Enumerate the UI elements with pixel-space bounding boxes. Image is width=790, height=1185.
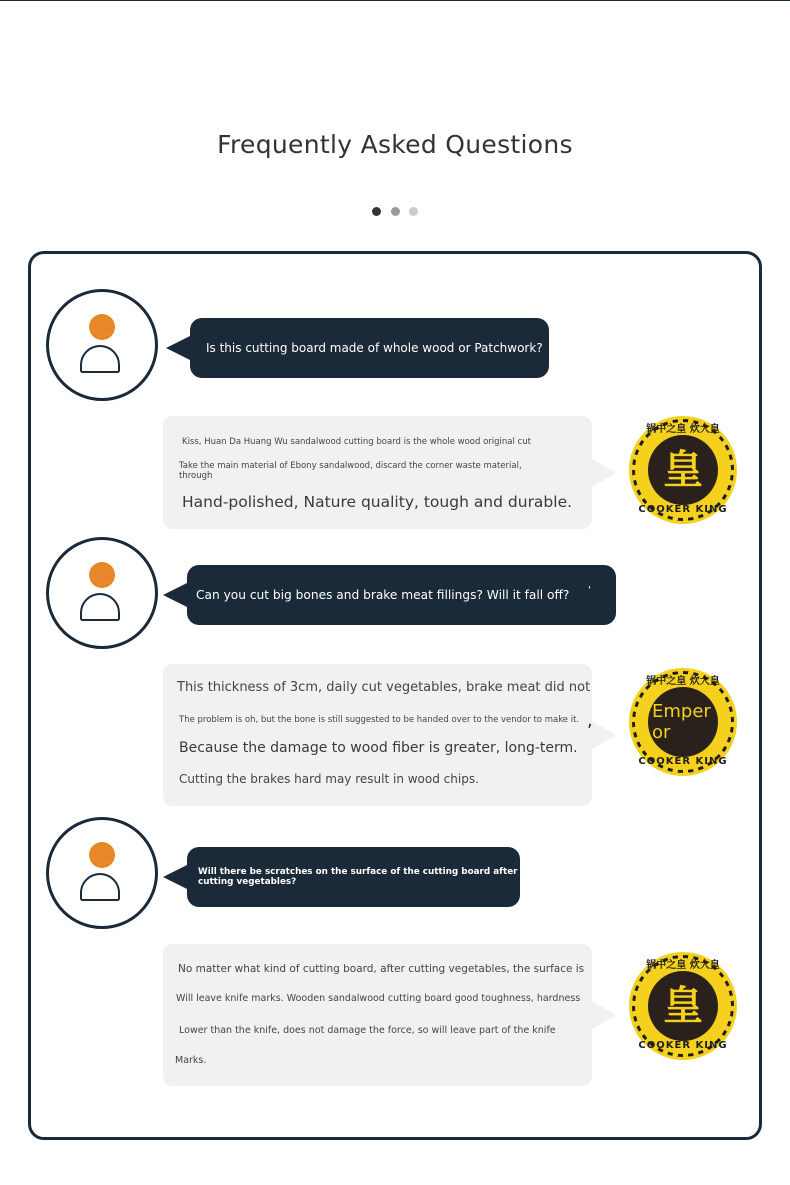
pager-dot-2[interactable] xyxy=(391,207,400,216)
question-text-1: Is this cutting board made of whole wood or Patchwork? xyxy=(206,341,543,355)
top-divider xyxy=(0,0,790,1)
avatar-head xyxy=(89,562,115,588)
question-bubble-1 xyxy=(190,318,549,378)
answer-2-line-1: This thickness of 3cm, daily cut vegetables, brake meat did not xyxy=(177,680,591,695)
answer-1-line-1: Kiss, Huan Da Huang Wu sandalwood cutting board is the whole wood original cut xyxy=(182,437,531,447)
user-avatar-icon xyxy=(46,289,158,401)
answer-3-line-1: No matter what kind of cutting board, after cutting vegetables, the surface is xyxy=(178,963,585,975)
question-3-line-1: Will there be scratches on the surface of the cutting board after xyxy=(198,867,518,877)
avatar-body xyxy=(80,593,120,621)
answer-1-line-2: Take the main material of Ebony sandalwood, discard the corner waste material, xyxy=(179,461,522,471)
avatar-head xyxy=(89,842,115,868)
question-3-line-2: cutting vegetables? xyxy=(198,877,297,887)
answer-2-mark: , xyxy=(587,710,593,731)
answer-3-line-2: Will leave knife marks. Wooden sandalwood cutting board good toughness, hardness xyxy=(176,993,581,1004)
cooker-king-logo-icon: 锅中之皇 炊大皇 Emper or COOKER KING xyxy=(629,668,737,776)
cooker-king-logo-icon: 锅中之皇 炊大皇 皇 COOKER KING xyxy=(629,952,737,1060)
answer-3-line-3: Lower than the knife, does not damage the force, so will leave part of the knife xyxy=(179,1025,556,1036)
avatar-body xyxy=(80,873,120,901)
faq-panel xyxy=(28,251,762,1140)
answer-bubble-1 xyxy=(163,416,592,529)
answer-2-line-3: Because the damage to wood fiber is greater, long-term. xyxy=(179,740,578,756)
cooker-king-logo-icon: 锅中之皇 炊大皇 皇 COOKER KING xyxy=(629,416,737,524)
answer-bubble-3 xyxy=(163,944,592,1086)
answer-1-line-3: through xyxy=(179,471,213,481)
page-title: Frequently Asked Questions xyxy=(217,130,573,159)
answer-2-line-2: The problem is oh, but the bone is still suggested to be handed over to the vendor to make it. xyxy=(179,715,580,725)
pager-dot-1[interactable] xyxy=(372,207,381,216)
user-avatar-icon xyxy=(46,537,158,649)
pager-dot-3[interactable] xyxy=(409,207,418,216)
question-bubble-2 xyxy=(187,565,616,625)
question-text-2: Can you cut big bones and brake meat fillings? Will it fall off? xyxy=(196,588,570,602)
answer-3-line-4: Marks. xyxy=(175,1055,207,1066)
answer-2-line-4: Cutting the brakes hard may result in wood chips. xyxy=(179,772,479,786)
question-bubble-3 xyxy=(187,847,520,907)
answer-1-line-4: Hand-polished, Nature quality, tough and durable. xyxy=(182,493,573,511)
avatar-head xyxy=(89,314,115,340)
question-2-mark: ' xyxy=(588,585,591,596)
avatar-body xyxy=(80,345,120,373)
answer-bubble-2 xyxy=(163,664,592,806)
user-avatar-icon xyxy=(46,817,158,929)
